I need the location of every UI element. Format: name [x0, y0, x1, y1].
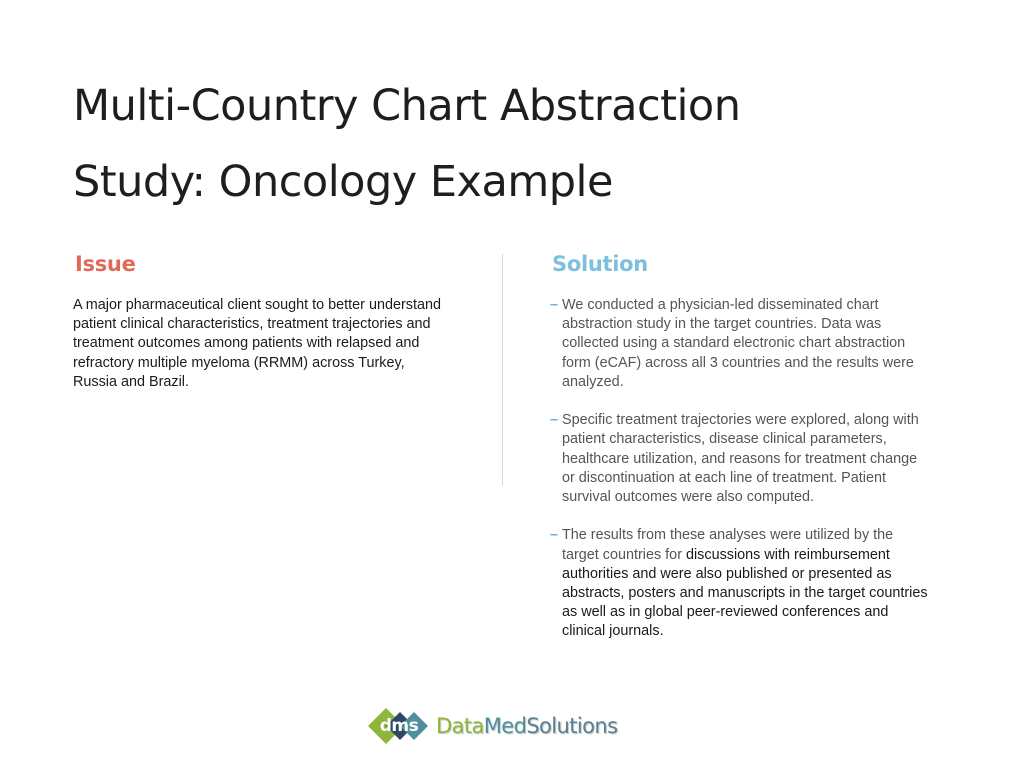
- logo-name-data: Data: [436, 714, 484, 738]
- column-divider: [502, 254, 503, 486]
- logo-wordmark: [436, 712, 617, 740]
- title-line-1: Multi-Country Chart Abstraction: [73, 81, 741, 131]
- company-logo: [368, 704, 660, 748]
- logo-mark-text: dms: [379, 716, 419, 736]
- logo-name-solutions: Solutions: [526, 714, 618, 738]
- solution-list: [550, 296, 930, 642]
- solution-item-text-emphasis: discussions with reimbursement authorities and were also published or presented as abstracts, posters and manuscripts in the target countries as well as in global peer-reviewed conferences and clinical journals.: [562, 546, 928, 640]
- solution-item-text: Specific treatment trajectories were explored, along with patient characteristics, disease clinical parameters, healthcare utilization, and reasons for treatment change or discontinuation at each line of treatment. Patient survival outcomes were also computed.: [562, 412, 919, 506]
- issue-heading: Issue: [75, 252, 136, 276]
- dms-logo-mark-icon: [368, 704, 432, 748]
- solution-item-3: [550, 526, 930, 641]
- solution-heading: Solution: [552, 252, 648, 276]
- solution-item-text: We conducted a physician-led disseminated chart abstraction study in the target countries. Data was collected using a standard electronic chart abstraction form (eCAF) across all 3 countries and the results were analyzed.: [562, 297, 914, 390]
- issue-text: A major pharmaceutical client sought to better understand patient clinical characteristics, treatment trajectories and treatment outcomes among patients with relapsed and refractory multiple myeloma (RRMM) across Turkey, Russia and Brazil.: [73, 297, 441, 390]
- solution-item-text: The results from these analyses were utilized by the target countries for: [562, 527, 894, 563]
- bullet-dash: –: [550, 412, 559, 429]
- solution-item-1: [550, 296, 930, 392]
- logo-name-med: Med: [483, 714, 527, 738]
- title-line-2: Study: Oncology Example: [73, 157, 613, 207]
- page-title: [73, 68, 953, 220]
- bullet-dash: –: [550, 297, 559, 313]
- bullet-dash: –: [550, 527, 559, 544]
- solution-item-2: [550, 411, 930, 507]
